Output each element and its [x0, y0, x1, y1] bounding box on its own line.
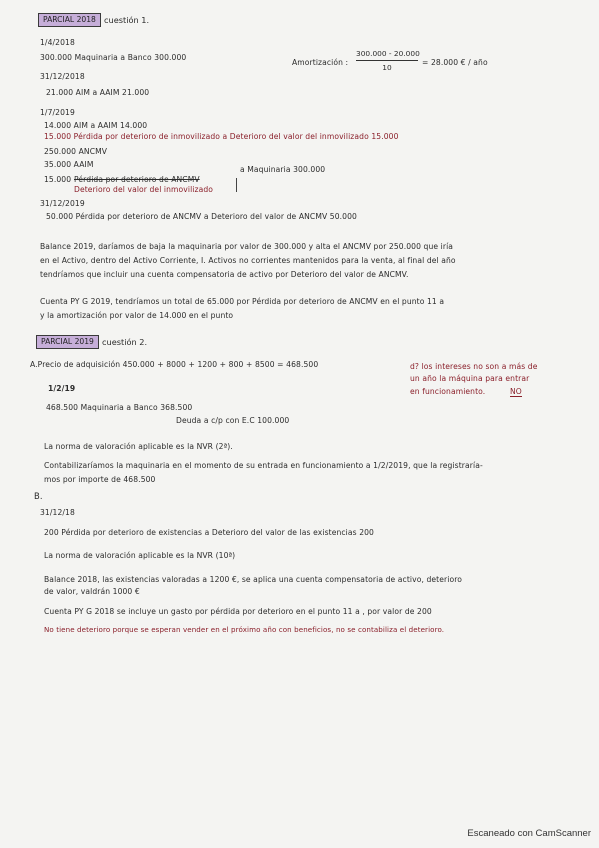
parcial-tag-2019: PARCIAL 2019 — [36, 335, 99, 349]
question-2-title: cuestión 2. — [102, 337, 148, 347]
q1-entry-4c-correction: Deterioro del valor del inmovilizado — [74, 185, 214, 194]
q2-note-line-3: en funcionamiento. — [410, 387, 486, 396]
q1-entry-4b: 35.000 AAIM — [44, 160, 94, 169]
parcial-tag-2018: PARCIAL 2018 — [38, 13, 101, 27]
q1-entry-3a: 14.000 AIM a AAIM 14.000 — [44, 121, 148, 130]
amortization-result: = 28.000 € / año — [422, 58, 488, 67]
q2-a-paragraph-2: mos por importe de 468.500 — [44, 475, 156, 484]
q2-b-entry: 200 Pérdida por deterioro de existencias a Deterioro del valor de las existencias 200 — [44, 528, 374, 537]
q1-paragraph-3: tendríamos que incluir una cuenta compensatoria de activo por Deterioro del valor de ANCMV. — [40, 270, 409, 279]
q1-date-2: 31/12/2018 — [40, 72, 85, 81]
q1-entry-5: 50.000 Pérdida por deterioro de ANCMV a Deterioro del valor de ANCMV 50.000 — [46, 212, 357, 221]
q2-b-paragraph-1: Balance 2018, las existencias valoradas a 1200 €, se aplica una cuenta compensatoria de activo, deterioro — [44, 575, 462, 584]
q2-a-entry-1: 468.500 Maquinaria a Banco 368.500 — [46, 403, 193, 412]
q1-entry-4c-amount: 15.000 — [44, 175, 72, 184]
q1-paragraph-2: en el Activo, dentro del Activo Corriente, I. Activos no corrientes mantenidos para la venta, al final del año — [40, 256, 456, 265]
q2-a-price: A.Precio de adquisición 450.000 + 8000 + 1200 + 800 + 8500 = 468.500 — [30, 360, 319, 369]
q2-a-paragraph-1: Contabilizaríamos la maquinaria en el momento de su entrada en funcionamiento a 1/2/2019, que la registraría- — [44, 461, 483, 470]
q2-note-line-2: un año la máquina para entrar — [410, 374, 530, 383]
q2-b-conclusion: No tiene deterioro porque se esperan vender en el próximo año con beneficios, no se contabiliza el deterioro. — [44, 625, 445, 634]
amortization-label: Amortización : — [292, 58, 349, 67]
q1-date-5: 31/12/2019 — [40, 199, 85, 208]
q1-date-1: 1/4/2018 — [40, 38, 75, 47]
fraction-bar — [356, 60, 418, 61]
q2-a-norma: La norma de valoración aplicable es la NVR (2ª). — [44, 442, 233, 451]
q1-entry-4b-credit: a Maquinaria 300.000 — [240, 165, 326, 174]
question-1-title: cuestión 1. — [104, 15, 150, 25]
bracket-mark — [236, 178, 237, 192]
q2-b-label: B. — [34, 491, 43, 501]
q2-a-entry-2: Deuda a c/p con E.C 100.000 — [176, 416, 290, 425]
q1-paragraph-5: y la amortización por valor de 14.000 en el punto — [40, 311, 234, 320]
scanner-watermark: Escaneado con CamScanner — [467, 828, 591, 839]
q2-b-norma: La norma de valoración aplicable es la NVR (10ª) — [44, 551, 236, 560]
q1-entry-4a: 250.000 ANCMV — [44, 147, 108, 156]
q1-entry-1: 300.000 Maquinaria a Banco 300.000 — [40, 53, 187, 62]
q2-note-answer: NO — [510, 387, 522, 396]
amortization-denominator: 10 — [382, 63, 392, 72]
q1-entry-2: 21.000 AIM a AAIM 21.000 — [46, 88, 150, 97]
q2-b-paragraph-3: Cuenta PY G 2018 se incluye un gasto por pérdida por deterioro en el punto 11 a , por valor de 200 — [44, 607, 432, 616]
q2-b-paragraph-2: de valor, valdrán 1000 € — [44, 587, 140, 596]
amortization-numerator: 300.000 - 20.000 — [356, 49, 420, 58]
q1-date-3: 1/7/2019 — [40, 108, 75, 117]
q1-entry-3b: 15.000 Pérdida por deterioro de inmovilizado a Deterioro del valor del inmovilizado 15.000 — [44, 132, 399, 141]
q2-a-date: 1/2/19 — [48, 384, 76, 393]
q1-paragraph-4: Cuenta PY G 2019, tendríamos un total de 65.000 por Pérdida por deterioro de ANCMV en el punto 11 a — [40, 297, 445, 306]
q1-paragraph-1: Balance 2019, daríamos de baja la maquinaria por valor de 300.000 y alta el ANCMV por 250.000 que iría — [40, 242, 454, 251]
q2-b-date: 31/12/18 — [40, 508, 75, 517]
q2-note-line-1: d? los intereses no son a más de — [410, 362, 538, 371]
q1-entry-4c-struck: Pérdida por deterioro de ANCMV — [74, 175, 200, 184]
